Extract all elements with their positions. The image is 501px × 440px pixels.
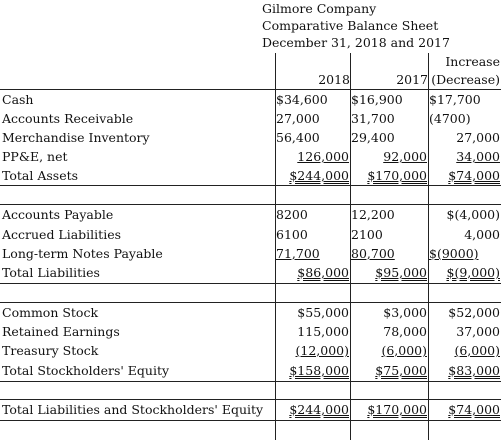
- header-2018: 2018: [318, 72, 350, 87]
- rule-total-end: [0, 420, 501, 421]
- cell-2017: 92,000: [383, 149, 427, 164]
- cell-2018: (12,000): [295, 343, 349, 358]
- header-decrease: (Decrease): [431, 72, 500, 87]
- row-label-total-stockholders-equity: Total Stockholders' Equity: [2, 363, 170, 378]
- cell-2017: $170,000: [367, 168, 427, 183]
- cell-2017: 29,400: [351, 130, 395, 145]
- row-label-treasury-stock: Treasury Stock: [2, 343, 99, 358]
- cell-increase: $52,000: [448, 305, 500, 320]
- header-2017: 2017: [396, 72, 428, 87]
- row-label-cash: Cash: [2, 92, 34, 107]
- cell-2018: 115,000: [297, 324, 349, 339]
- statement-title: Comparative Balance Sheet: [262, 18, 439, 33]
- row-label-total-liabilities-and-equity: Total Liabilities and Stockholders' Equity: [2, 402, 264, 417]
- row-label-common-stock: Common Stock: [2, 305, 99, 320]
- cell-2017: 31,700: [351, 111, 395, 126]
- cell-2018: $244,000: [289, 402, 349, 417]
- cell-increase: $83,000: [448, 363, 500, 378]
- rule-liabilities-start: [0, 204, 501, 205]
- cell-2018: 27,000: [276, 111, 320, 126]
- cell-2017: $170,000: [367, 402, 427, 417]
- rule-header: [0, 89, 501, 90]
- cell-increase: $(9,000): [446, 265, 500, 280]
- cell-2018: $55,000: [297, 305, 349, 320]
- cell-increase: 34,000: [456, 149, 500, 164]
- rule-equity-start: [0, 302, 501, 303]
- cell-2018: 126,000: [297, 149, 349, 164]
- row-label-total-liabilities: Total Liabilities: [2, 265, 100, 280]
- cell-2018: $34,600: [276, 92, 328, 107]
- cell-increase: 4,000: [464, 227, 500, 242]
- cell-2017: $75,000: [375, 363, 427, 378]
- row-label-ppe-net: PP&E, net: [2, 149, 68, 164]
- cell-increase: 27,000: [456, 130, 500, 145]
- cell-2018: 8200: [276, 207, 308, 222]
- rule-assets-end: [0, 185, 501, 186]
- row-label-total-assets: Total Assets: [2, 168, 79, 183]
- cell-increase: (4700): [429, 111, 471, 126]
- cell-increase: $74,000: [448, 168, 500, 183]
- row-label-merchandise-inventory: Merchandise Inventory: [2, 130, 150, 145]
- cell-2018: 56,400: [276, 130, 320, 145]
- row-label-accrued-liabilities: Accrued Liabilities: [2, 227, 122, 242]
- row-label-retained-earnings: Retained Earnings: [2, 324, 120, 339]
- cell-2017: $3,000: [383, 305, 427, 320]
- cell-2017: 78,000: [383, 324, 427, 339]
- header-increase: Increase: [445, 54, 500, 69]
- cell-increase: $(9000): [429, 246, 479, 261]
- cell-increase: $74,000: [448, 402, 500, 417]
- rule-total-start: [0, 399, 501, 400]
- cell-2018: $86,000: [297, 265, 349, 280]
- rule-liabilities-end: [0, 283, 501, 284]
- cell-increase: 37,000: [456, 324, 500, 339]
- cell-2018: $244,000: [289, 168, 349, 183]
- cell-2018: 71,700: [276, 246, 320, 261]
- cell-2017: 2100: [351, 227, 383, 242]
- cell-2017: (6,000): [381, 343, 427, 358]
- row-label-accounts-payable: Accounts Payable: [2, 207, 114, 222]
- cell-increase: $17,700: [429, 92, 481, 107]
- cell-2017: $16,900: [351, 92, 403, 107]
- statement-period: December 31, 2018 and 2017: [262, 35, 450, 50]
- cell-2017: 80,700: [351, 246, 395, 261]
- row-label-accounts-receivable: Accounts Receivable: [2, 111, 134, 126]
- cell-increase: $(4,000): [446, 207, 500, 222]
- cell-2018: $158,000: [289, 363, 349, 378]
- cell-2017: 12,200: [351, 207, 395, 222]
- company-name: Gilmore Company: [262, 1, 377, 16]
- cell-2017: $95,000: [375, 265, 427, 280]
- cell-increase: (6,000): [454, 343, 500, 358]
- row-label-long-term-notes-payable: Long-term Notes Payable: [2, 246, 163, 261]
- rule-equity-end: [0, 381, 501, 382]
- cell-2018: 6100: [276, 227, 308, 242]
